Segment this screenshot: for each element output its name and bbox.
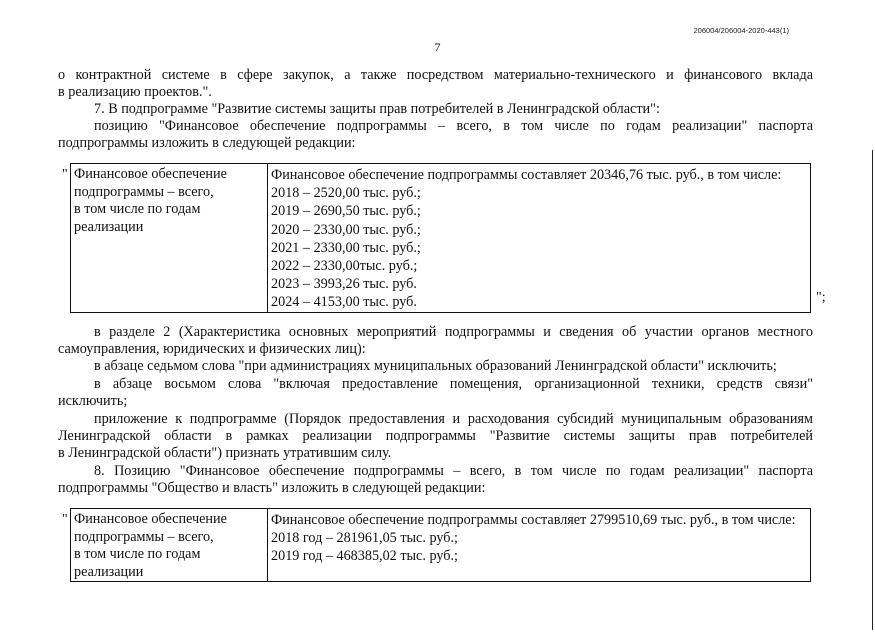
text-line: Финансовое обеспечение подпрограммы составляет 20346,76 тыс. руб., в том числе: xyxy=(271,167,782,183)
paragraph-seventh xyxy=(58,358,813,375)
text-line: 2018 – 2520,00 тыс. руб.; xyxy=(271,185,421,202)
text-line: 2019 год – 468385,02 тыс. руб.; xyxy=(271,548,458,565)
text-line: реализации xyxy=(74,563,144,580)
paragraph-procurement xyxy=(58,67,813,101)
text-line: в том числе по годам xyxy=(74,546,201,562)
table1-close-quote: "; xyxy=(816,290,826,305)
paragraph-eighth xyxy=(58,376,813,410)
paragraph-appendix xyxy=(58,411,813,462)
text-line: в том числе по годам xyxy=(74,201,201,217)
table2-label-cell xyxy=(71,509,268,582)
table1-open-quote: " xyxy=(62,167,68,182)
text-line: 2020 – 2330,00 тыс. руб.; xyxy=(271,221,421,238)
text-line: в абзаце восьмом слова "включая предоставление помещения, организационной техники, средств связи" xyxy=(94,376,813,392)
text-line: в разделе 2 (Характеристика основных мероприятий подпрограммы и сведения об участии органов местного xyxy=(94,324,813,340)
table2-open-quote: " xyxy=(62,512,68,527)
text-line: подпрограммы "Общество и власть" изложить в следующей редакции: xyxy=(58,480,486,496)
text-line: 2018 год – 281961,05 тыс. руб.; xyxy=(271,530,458,547)
table-financing-consumer-protection xyxy=(70,163,811,313)
text-line: приложение к подпрограмме (Порядок предоставления и расходования субсидий муниципальным образованиям xyxy=(94,411,813,427)
text-line: 2022 – 2330,00тыс. руб.; xyxy=(271,258,418,275)
table1-value-cell xyxy=(268,164,811,313)
table2-value-cell xyxy=(268,509,811,582)
text-line: 2023 – 3993,26 тыс. руб. xyxy=(271,276,417,293)
text-line: позицию "Финансовое обеспечение подпрограммы – всего, в том числе по годам реализации" паспорта xyxy=(94,118,813,134)
text-line: 2019 – 2690,50 тыс. руб.; xyxy=(271,203,421,220)
table-financing-society-and-power xyxy=(70,508,811,582)
document-id: 206004/206004-2020-443(1) xyxy=(693,26,789,35)
text-line: в реализацию проектов.". xyxy=(58,84,212,100)
text-line: подпрограммы – всего, xyxy=(74,183,214,200)
text-line: 7. В подпрограмме "Развитие системы защиты прав потребителей в Ленинградской области": xyxy=(94,101,660,117)
scan-edge-line xyxy=(872,150,873,630)
text-line: реализации xyxy=(74,218,144,235)
paragraph-section-2 xyxy=(58,324,813,358)
table1-label-cell xyxy=(71,164,268,313)
text-line: Ленинградской области в рамках реализации подпрограммы "Развитие системы защиты прав потребителей xyxy=(58,428,813,444)
text-line: подпрограммы – всего, xyxy=(74,528,214,545)
paragraph-position-7 xyxy=(58,118,813,152)
text-line: в Ленинградской области") признать утратившим силу. xyxy=(58,445,392,461)
paragraph-item-8 xyxy=(58,463,813,497)
paragraph-item-7 xyxy=(58,101,813,118)
text-line: Финансовое обеспечение xyxy=(74,166,227,182)
page-number: 7 xyxy=(434,40,441,54)
text-line: подпрограммы изложить в следующей редакции: xyxy=(58,135,356,151)
text-line: о контрактной системе в сфере закупок, а также посредством материально-технического и финансового вклада xyxy=(58,67,813,83)
text-line: 2021 – 2330,00 тыс. руб.; xyxy=(271,239,421,256)
text-line: 2024 – 4153,00 тыс. руб. xyxy=(271,294,417,311)
text-line: самоуправления, юридических и физических лиц): xyxy=(58,341,366,357)
text-line: Финансовое обеспечение xyxy=(74,511,227,527)
text-line: 8. Позицию "Финансовое обеспечение подпрограммы – всего, в том числе по годам реализации" паспорта xyxy=(94,463,813,479)
text-line: Финансовое обеспечение подпрограммы составляет 2799510,69 тыс. руб., в том числе: xyxy=(271,512,796,528)
text-line: исключить; xyxy=(58,393,128,409)
text-line: в абзаце седьмом слова "при администрациях муниципальных образований Ленинградской области" исключить; xyxy=(94,358,777,374)
